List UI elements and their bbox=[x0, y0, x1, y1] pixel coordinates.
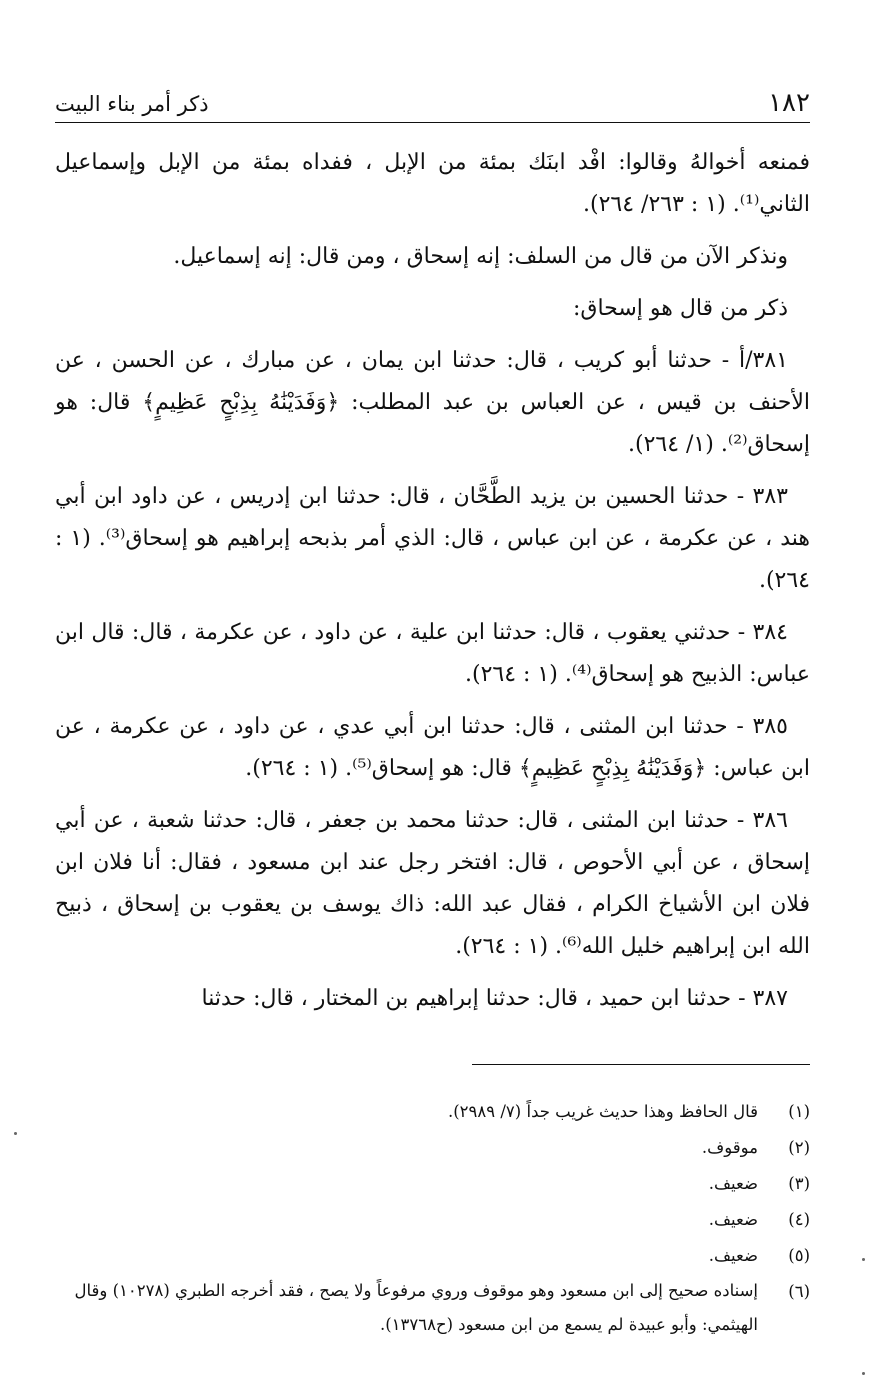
paragraph-section-intro: ونذكر الآن من قال من السلف: إنه إسحاق ، ومن قال: إنه إسماعيل. bbox=[173, 244, 788, 269]
hadith-384: ٣٨٤ - حدثني يعقوب ، قال: حدثنا ابن علية ، عن داود ، عن عكرمة ، قال: قال ابن عباس: الذبيح هو إسحاق⁽⁴⁾. (١ : ٢٦٤). bbox=[55, 620, 810, 687]
footnote-text: موقوف. bbox=[701, 1138, 758, 1157]
footnote-number: (٤) bbox=[788, 1210, 810, 1229]
footnote-number: (٥) bbox=[788, 1246, 810, 1265]
section-heading: ذكر من قال هو إسحاق: bbox=[572, 296, 788, 321]
hadith-385: ٣٨٥ - حدثنا ابن المثنى ، قال: حدثنا ابن أبي عدي ، عن داود ، عن عكرمة ، عن ابن عباس: ﴿وَفَدَيْنَٰهُ بِذِبْحٍ عَظِيمٍ﴾ قال: هو إسحاق⁽⁵⁾. (١ : ٢٦٤). bbox=[55, 714, 810, 781]
footnote-text: ضعيف. bbox=[708, 1210, 758, 1229]
main-text bbox=[55, 142, 810, 1030]
footnotes bbox=[55, 1094, 810, 1342]
footnote-text: قال الحافظ وهذا حديث غريب جداً (٧/ ٢٩٨٩). bbox=[447, 1102, 758, 1121]
footnote-number: (٢) bbox=[788, 1138, 810, 1157]
footnote-item bbox=[55, 1274, 810, 1342]
footnote-text: إسناده صحيح إلى ابن مسعود وهو موقوف وروي مرفوعاً ولا يصح ، فقد أخرجه الطبري (١٠٢٧٨) وقال الهيثمي: وأبو عبيدة لم يسمع من ابن مسعود (ح١٣٧٦٨). bbox=[74, 1281, 758, 1334]
scan-speck bbox=[14, 1132, 17, 1135]
running-title: ذكر أمر بناء البيت bbox=[55, 92, 209, 116]
footnote-item bbox=[55, 1094, 810, 1130]
footnote-item bbox=[55, 1202, 810, 1238]
hadith-381: ٣٨١/أ - حدثنا أبو كريب ، قال: حدثنا ابن يمان ، عن مبارك ، عن الحسن ، عن الأحنف بن قيس ، عن العباس بن عبد المطلب: ﴿وَفَدَيْنَٰهُ بِذِبْحٍ عَظِيمٍ﴾ قال: هو إسحاق⁽²⁾. (١/ ٢٦٤). bbox=[55, 348, 810, 457]
footnote-item bbox=[55, 1238, 810, 1274]
footnote-divider bbox=[472, 1064, 810, 1065]
footnote-item bbox=[55, 1130, 810, 1166]
scan-speck bbox=[862, 1258, 865, 1261]
hadith-387: ٣٨٧ - حدثنا ابن حميد ، قال: حدثنا إبراهيم بن المختار ، قال: حدثنا bbox=[201, 986, 788, 1011]
footnote-text: ضعيف. bbox=[708, 1174, 758, 1193]
footnote-number: (٣) bbox=[788, 1174, 810, 1193]
hadith-383: ٣٨٣ - حدثنا الحسين بن يزيد الطَّحَّان ، قال: حدثنا ابن إدريس ، عن داود ابن أبي هند ، عن عكرمة ، عن ابن عباس ، قال: الذي أمر بذبحه إبراهيم هو إسحاق⁽³⁾. (١ : ٢٦٤). bbox=[55, 484, 810, 593]
scan-speck bbox=[862, 1372, 865, 1375]
hadith-386: ٣٨٦ - حدثنا ابن المثنى ، قال: حدثنا محمد بن جعفر ، قال: حدثنا شعبة ، عن أبي إسحاق ، عن أبي الأحوص ، قال: افتخر رجل عند ابن مسعود ، فقال: أنا فلان ابن فلان ابن الأشياخ الكرام ، فقال عبد الله: ذاك يوسف بن يعقوب بن إسحاق ، ذبيح الله ابن إبراهيم خليل الله⁽⁶⁾. (١ : ٢٦٤). bbox=[55, 808, 810, 959]
footnote-number: (٦) bbox=[788, 1282, 810, 1301]
paragraph-intro: فمنعه أخوالهُ وقالوا: افْد ابنَك بمئة من الإبل ، ففداه بمئة من الإبل وإسماعيل الثاني⁽¹⁾. (١ : ٢٦٣/ ٢٦٤). bbox=[55, 150, 810, 217]
footnote-item bbox=[55, 1166, 810, 1202]
page-number: ١٨٢ bbox=[768, 88, 810, 118]
footnote-text: ضعيف. bbox=[708, 1246, 758, 1265]
footnote-number: (١) bbox=[788, 1102, 810, 1121]
page-header bbox=[55, 82, 810, 123]
